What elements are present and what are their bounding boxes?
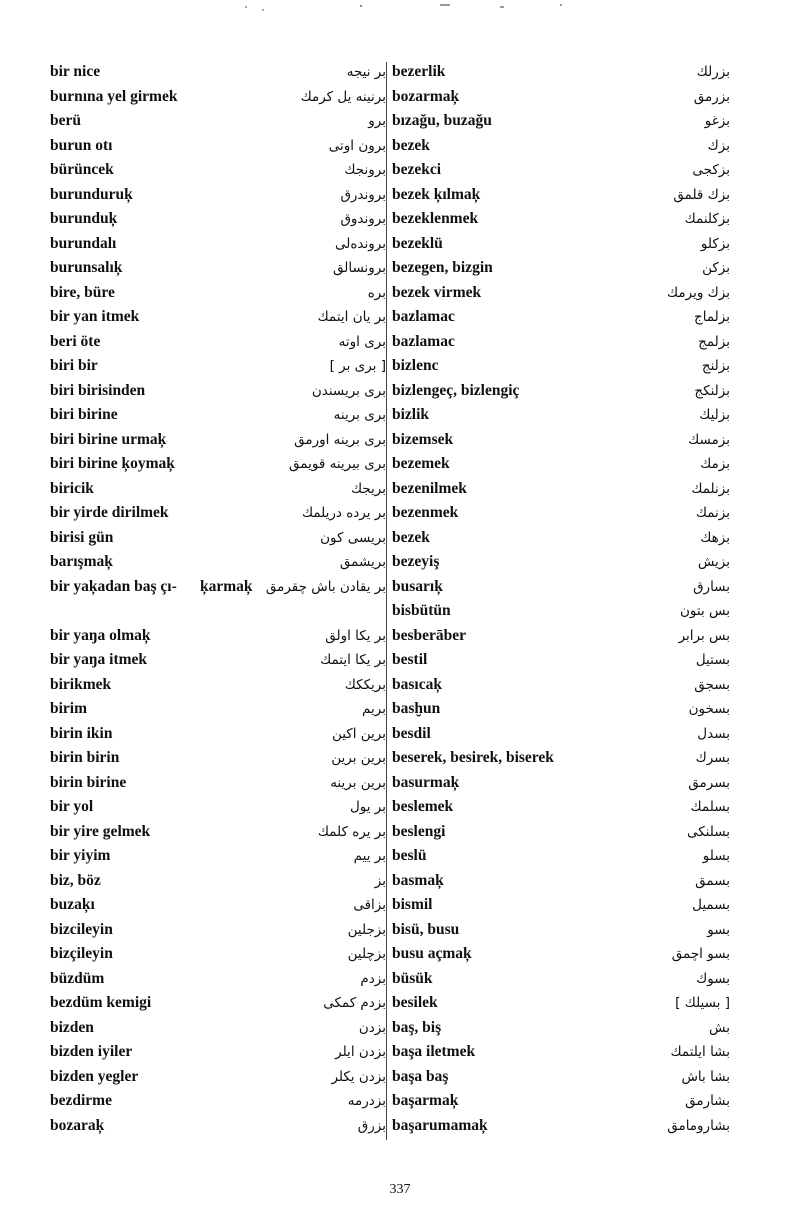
entry-arabic-script: بزجلين <box>347 921 386 938</box>
dictionary-entry <box>392 893 730 918</box>
column-divider <box>386 62 387 1140</box>
dictionary-entry <box>392 134 730 159</box>
entry-turkish: beslemek <box>392 798 454 816</box>
entry-arabic-script: بروندوق <box>340 211 386 228</box>
entry-arabic-script: بزكلو <box>700 235 730 252</box>
dictionary-entry <box>392 991 730 1016</box>
entry-arabic-script: بزلنكج <box>694 382 730 399</box>
entry-turkish: biri birine ķoymaķ <box>50 455 175 473</box>
entry-turkish: biri birine urmaķ <box>50 430 167 448</box>
dictionary-entry <box>50 158 386 183</box>
entry-arabic-script: بزدن يكلر <box>331 1068 386 1085</box>
entry-turkish: bisbütün <box>392 602 451 620</box>
entry-arabic-script: بروندرق <box>340 186 386 203</box>
entry-turkish: burunduķ <box>50 210 118 228</box>
dictionary-entry <box>392 820 730 845</box>
dictionary-entry <box>50 967 386 992</box>
entry-arabic-script: بسرك <box>695 750 730 767</box>
entry-turkish: başarumamaķ <box>392 1116 488 1134</box>
entry-turkish: bizçileyin <box>50 945 113 963</box>
entry-turkish: bestil <box>392 651 428 669</box>
entry-arabic-script: بزنلمك <box>691 480 730 497</box>
entry-arabic-script: بسلنكى <box>686 823 730 840</box>
dictionary-entry <box>392 967 730 992</box>
dictionary-entry <box>392 795 730 820</box>
entry-arabic-script: بس بتون <box>680 603 730 620</box>
entry-arabic-script: بزدرمه <box>347 1093 386 1110</box>
entry-turkish: busarıķ <box>392 577 443 595</box>
entry-arabic-script: بش <box>709 1019 730 1036</box>
entry-arabic-script: بره <box>367 284 386 301</box>
entry-arabic-script: بر يكا ايتمك <box>320 652 386 669</box>
entry-turkish: bire, büre <box>50 283 115 301</box>
entry-arabic-script: بشارمق <box>685 1093 730 1110</box>
entry-arabic-script: بزدن ايلر <box>335 1044 386 1061</box>
entry-arabic-script: بز <box>374 872 386 889</box>
entry-turkish: bisü, busu <box>392 920 460 938</box>
entry-turkish: bir yol <box>50 798 94 816</box>
entry-turkish: bizden <box>50 1018 94 1036</box>
entry-arabic-script: بريسى كون <box>320 529 386 546</box>
entry-arabic-script: برى بيرينه قويمق <box>289 456 386 473</box>
entry-arabic-script: بزليك <box>699 407 730 424</box>
entry-arabic-script: بسدل <box>697 725 730 742</box>
entry-arabic-script: بر نيجه <box>346 64 386 81</box>
entry-arabic-script: بر يكا اولق <box>325 627 386 644</box>
dictionary-entry <box>392 158 730 183</box>
entry-turkish: bezek virmek <box>392 283 482 301</box>
entry-turkish: bozarmaķ <box>392 87 460 105</box>
dictionary-entry <box>392 354 730 379</box>
entry-turkish: bürüncek <box>50 161 114 179</box>
entry-arabic-script: بزدم كمكى <box>323 995 386 1012</box>
entry-arabic-script: بزلماج <box>694 309 730 326</box>
entry-arabic-script: بستيل <box>695 652 730 669</box>
entry-turkish: bezerlik <box>392 63 446 81</box>
entry-turkish: beri öte <box>50 332 101 350</box>
entry-turkish: basmaķ <box>392 871 444 889</box>
entry-arabic-script: بس برابر <box>678 627 730 644</box>
entry-arabic-script: بر يقادن باش چقرمق <box>265 578 386 595</box>
entry-turkish: büsük <box>392 969 433 987</box>
entry-turkish: birin birine <box>50 773 127 791</box>
entry-turkish: bezek <box>392 528 430 546</box>
dictionary-entry <box>392 550 730 575</box>
dictionary-entry <box>392 183 730 208</box>
entry-arabic-script: [ برى بر ] <box>329 358 386 375</box>
dictionary-entry <box>50 942 386 967</box>
dictionary-entry <box>50 60 386 85</box>
dictionary-entry <box>392 501 730 526</box>
entry-turkish: bizden yegler <box>50 1067 139 1085</box>
entry-turkish: birin birin <box>50 749 120 767</box>
dictionary-entry <box>50 477 386 502</box>
entry-turkish: başa iletmek <box>392 1043 476 1061</box>
dictionary-entry <box>50 1040 386 1065</box>
entry-turkish: bezek ķılmaķ <box>392 185 481 203</box>
dictionary-entry <box>50 109 386 134</box>
entry-arabic-script: بر يان ايتمك <box>317 309 386 326</box>
entry-turkish: besdil <box>392 724 431 742</box>
dictionary-entry <box>50 403 386 428</box>
dictionary-entry <box>50 1114 386 1139</box>
entry-turkish: bizlik <box>392 406 430 424</box>
entry-turkish: burun otı <box>50 136 113 154</box>
entry-turkish: bezenilmek <box>392 479 467 497</box>
entry-turkish: besberāber <box>392 626 467 644</box>
entry-turkish: bezek <box>392 136 430 154</box>
entry-arabic-script: برونسالق <box>332 260 386 277</box>
dictionary-entry <box>50 673 386 698</box>
dictionary-entry <box>50 85 386 110</box>
entry-turkish: biri bir <box>50 357 98 375</box>
dictionary-entry <box>392 844 730 869</box>
page-number: 337 <box>389 1182 411 1197</box>
entry-turkish: bezdirme <box>50 1092 112 1110</box>
entry-turkish: baş, biş <box>392 1018 442 1036</box>
entry-turkish: burundalı <box>50 234 117 252</box>
entry-turkish: biz, böz <box>50 871 101 889</box>
entry-arabic-script: بزكن <box>702 260 730 277</box>
entry-arabic-script: بر يرده دريلمك <box>301 505 386 522</box>
entry-arabic-script: بشا ايلتمك <box>670 1044 730 1061</box>
dictionary-entry <box>392 722 730 747</box>
entry-turkish: basurmaķ <box>392 773 460 791</box>
entry-arabic-script: بسخون <box>688 701 730 718</box>
entry-turkish: bizlenc <box>392 357 439 375</box>
dictionary-entry <box>50 1016 386 1041</box>
entry-arabic-script: بزچلين <box>347 946 386 963</box>
entry-arabic-script: بسلمك <box>690 799 730 816</box>
entry-turkish: birisi gün <box>50 528 114 546</box>
dictionary-entry <box>50 722 386 747</box>
entry-arabic-script: بريجك <box>350 480 386 497</box>
entry-arabic-script: بسو <box>707 921 730 938</box>
entry-arabic-script: بريككك <box>344 676 386 693</box>
entry-arabic-script: بزك قلمق <box>673 186 730 203</box>
dictionary-entry <box>50 305 386 330</box>
entry-arabic-script: برين برينه <box>330 774 386 791</box>
entry-turkish: bir nice <box>50 63 101 81</box>
dictionary-entry <box>50 697 386 722</box>
entry-arabic-script: برون اوتى <box>328 137 386 154</box>
entry-turkish: bızağu, buzağu <box>392 112 492 130</box>
dictionary-entry <box>392 869 730 894</box>
entry-turkish: biricik <box>50 479 94 497</box>
entry-arabic-script: بسجق <box>694 676 730 693</box>
entry-arabic-script: بزك ويرمك <box>667 284 730 301</box>
entry-arabic-script: بشارومامق <box>667 1117 730 1134</box>
dictionary-entry <box>50 1065 386 1090</box>
entry-turkish: burunsalıķ <box>50 259 123 277</box>
entry-turkish: başarmaķ <box>392 1092 459 1110</box>
dictionary-entry <box>50 379 386 404</box>
dictionary-entry <box>50 281 386 306</box>
entry-turkish: birim <box>50 700 88 718</box>
entry-turkish: beslengi <box>392 822 446 840</box>
entry-arabic-script: بزغو <box>704 113 730 130</box>
dictionary-entry <box>392 942 730 967</box>
entry-turkish: bezeklü <box>392 234 443 252</box>
entry-turkish: beslü <box>392 847 427 865</box>
entry-turkish: bazlamac <box>392 332 455 350</box>
entry-turkish: bir yiyim <box>50 847 111 865</box>
entry-arabic-script: برين برين <box>331 750 386 767</box>
dictionary-entry <box>50 256 386 281</box>
dictionary-entry <box>50 232 386 257</box>
dictionary-entry <box>50 918 386 943</box>
entry-turkish: buzaķı <box>50 896 95 914</box>
dictionary-entry <box>50 771 386 796</box>
dictionary-entry <box>50 134 386 159</box>
left-column <box>50 60 386 1138</box>
dictionary-entry <box>50 428 386 453</box>
entry-turkish: basıcaķ <box>392 675 442 693</box>
dictionary-entry <box>392 256 730 281</box>
entry-arabic-script: برى برينه <box>333 407 386 424</box>
dictionary-entry <box>392 477 730 502</box>
dictionary-entry <box>392 624 730 649</box>
dictionary-entry <box>392 1065 730 1090</box>
entry-turkish: busu açmaķ <box>392 945 472 963</box>
entry-turkish: bizden iyiler <box>50 1043 133 1061</box>
entry-turkish: bir yaŋa olmaķ <box>50 626 151 644</box>
dictionary-entry <box>50 820 386 845</box>
entry-turkish: bezeyiş <box>392 553 440 571</box>
entry-arabic-script: بزلنج <box>701 358 730 375</box>
entry-arabic-script: [ بسيلك ] <box>675 995 730 1012</box>
entry-arabic-script: بزنمك <box>695 505 730 522</box>
entry-arabic-script: برو <box>368 113 386 130</box>
entry-arabic-script: بزرق <box>357 1117 386 1134</box>
entry-arabic-script: بر يره كلمك <box>317 823 386 840</box>
dictionary-entry <box>50 795 386 820</box>
entry-arabic-script: بسارق <box>693 578 730 595</box>
entry-turkish: beserek, besirek, biserek <box>392 749 554 767</box>
dictionary-entry <box>392 1089 730 1114</box>
entry-turkish: bezegen, bizgin <box>392 259 493 277</box>
dictionary-entry <box>50 354 386 379</box>
entry-turkish: biri birine <box>50 406 118 424</box>
dictionary-entry <box>392 1040 730 1065</box>
dictionary-entry <box>392 281 730 306</box>
entry-turkish: biri birisinden <box>50 381 146 399</box>
entry-turkish: bir yan itmek <box>50 308 140 326</box>
entry-arabic-script: بشا باش <box>681 1068 730 1085</box>
entry-arabic-script: برنينه يل كرمك <box>300 88 386 105</box>
entry-arabic-script: بزلمج <box>698 333 730 350</box>
dictionary-entry <box>392 60 730 85</box>
entry-turkish: bezenmek <box>392 504 459 522</box>
entry-turkish: birin ikin <box>50 724 113 742</box>
entry-turkish: burunduruķ <box>50 185 133 203</box>
entry-turkish: besilek <box>392 994 438 1012</box>
dictionary-entry <box>50 1089 386 1114</box>
entry-arabic-script: بسلو <box>702 848 730 865</box>
dictionary-entry <box>50 844 386 869</box>
entry-turkish: büzdüm <box>50 969 105 987</box>
entry-turkish: bizemsek <box>392 430 454 448</box>
dictionary-entry <box>50 893 386 918</box>
entry-turkish: bizcileyin <box>50 920 113 938</box>
entry-arabic-script: بزمك <box>700 456 730 473</box>
entry-arabic-script: بسمق <box>695 872 730 889</box>
dictionary-entry <box>392 85 730 110</box>
entry-arabic-script: بر يول <box>349 799 386 816</box>
dictionary-entry <box>392 379 730 404</box>
entry-arabic-script: بر ييم <box>353 848 386 865</box>
entry-arabic-script: بريم <box>362 701 386 718</box>
entry-arabic-script: بزاقى <box>353 897 386 914</box>
dictionary-entry <box>392 771 730 796</box>
entry-turkish: bezekci <box>392 161 442 179</box>
entry-turkish: başa baş <box>392 1067 449 1085</box>
entry-arabic-script: برين اكين <box>331 725 386 742</box>
entry-arabic-script: برى اوته <box>338 333 386 350</box>
entry-turkish: bozaraķ <box>50 1116 105 1134</box>
entry-turkish: barışmaķ <box>50 553 113 571</box>
entry-turkish: bizlengeç, bizlengiç <box>392 381 520 399</box>
entry-arabic-script: بريشمق <box>339 554 386 571</box>
entry-arabic-script: بسو اچمق <box>671 946 730 963</box>
dictionary-entry <box>392 918 730 943</box>
entry-turkish: burnına yel girmek <box>50 87 178 105</box>
dictionary-entry <box>50 501 386 526</box>
dictionary-entry <box>392 109 730 134</box>
right-column <box>392 60 730 1138</box>
dictionary-entry <box>392 428 730 453</box>
dictionary-entry <box>392 207 730 232</box>
dictionary-entry <box>392 232 730 257</box>
entry-turkish: bismil <box>392 896 433 914</box>
entry-arabic-script: بزرلك <box>696 64 730 81</box>
dictionary-entry <box>392 673 730 698</box>
dictionary-entry <box>392 452 730 477</box>
entry-arabic-script: برى بريسندن <box>311 382 386 399</box>
dictionary-entry <box>50 991 386 1016</box>
dictionary-entry <box>392 1016 730 1041</box>
entry-arabic-script: بسرمق <box>688 774 730 791</box>
entry-arabic-script: بزيش <box>697 554 730 571</box>
entry-turkish: bir yire gelmek <box>50 822 151 840</box>
entry-arabic-script: بزرمق <box>693 88 730 105</box>
entry-turkish: birikmek <box>50 675 112 693</box>
dictionary-entry <box>392 526 730 551</box>
dictionary-entry <box>50 648 386 673</box>
dictionary-entry <box>50 575 386 624</box>
entry-arabic-script: بزدم <box>360 970 386 987</box>
dictionary-entry <box>392 330 730 355</box>
entry-turkish: bir yaķadan baş çı- ķarmaķ <box>50 577 253 595</box>
dictionary-entry <box>392 305 730 330</box>
dictionary-entry <box>50 526 386 551</box>
entry-turkish: bir yirde dirilmek <box>50 504 169 522</box>
entry-arabic-script: بزكجى <box>692 162 730 179</box>
entry-arabic-script: برونجك <box>344 162 386 179</box>
dictionary-entry <box>392 403 730 428</box>
dictionary-entry <box>392 1114 730 1139</box>
dictionary-entry <box>50 550 386 575</box>
entry-arabic-script: بزدن <box>358 1019 386 1036</box>
entry-arabic-script: بسوك <box>696 970 730 987</box>
entry-turkish: basḫun <box>392 700 441 718</box>
entry-turkish: bir yaŋa itmek <box>50 651 148 669</box>
dictionary-entry <box>50 183 386 208</box>
entry-arabic-script: بزمسك <box>688 431 730 448</box>
dictionary-entry <box>50 869 386 894</box>
dictionary-entry <box>392 648 730 673</box>
dictionary-entry <box>50 452 386 477</box>
entry-arabic-script: برى برينه اورمق <box>294 431 386 448</box>
entry-arabic-script: بسميل <box>692 897 730 914</box>
entry-turkish: bezemek <box>392 455 450 473</box>
entry-arabic-script: بروندەلى <box>334 235 386 252</box>
entry-arabic-script: بزكلنمك <box>684 211 730 228</box>
dictionary-entry <box>50 330 386 355</box>
dictionary-entry <box>392 575 730 600</box>
entry-turkish: bazlamac <box>392 308 455 326</box>
top-edge-marks <box>0 0 800 14</box>
entry-turkish: bezdüm kemigi <box>50 994 152 1012</box>
dictionary-entry <box>50 207 386 232</box>
dictionary-entry <box>392 599 730 624</box>
entry-arabic-script: بزهك <box>700 529 730 546</box>
entry-turkish: bezeklenmek <box>392 210 479 228</box>
dictionary-entry <box>392 697 730 722</box>
dictionary-entry <box>50 624 386 649</box>
dictionary-entry <box>50 746 386 771</box>
entry-turkish: berü <box>50 112 81 130</box>
entry-arabic-script: بزك <box>707 137 730 154</box>
dictionary-entry <box>392 746 730 771</box>
